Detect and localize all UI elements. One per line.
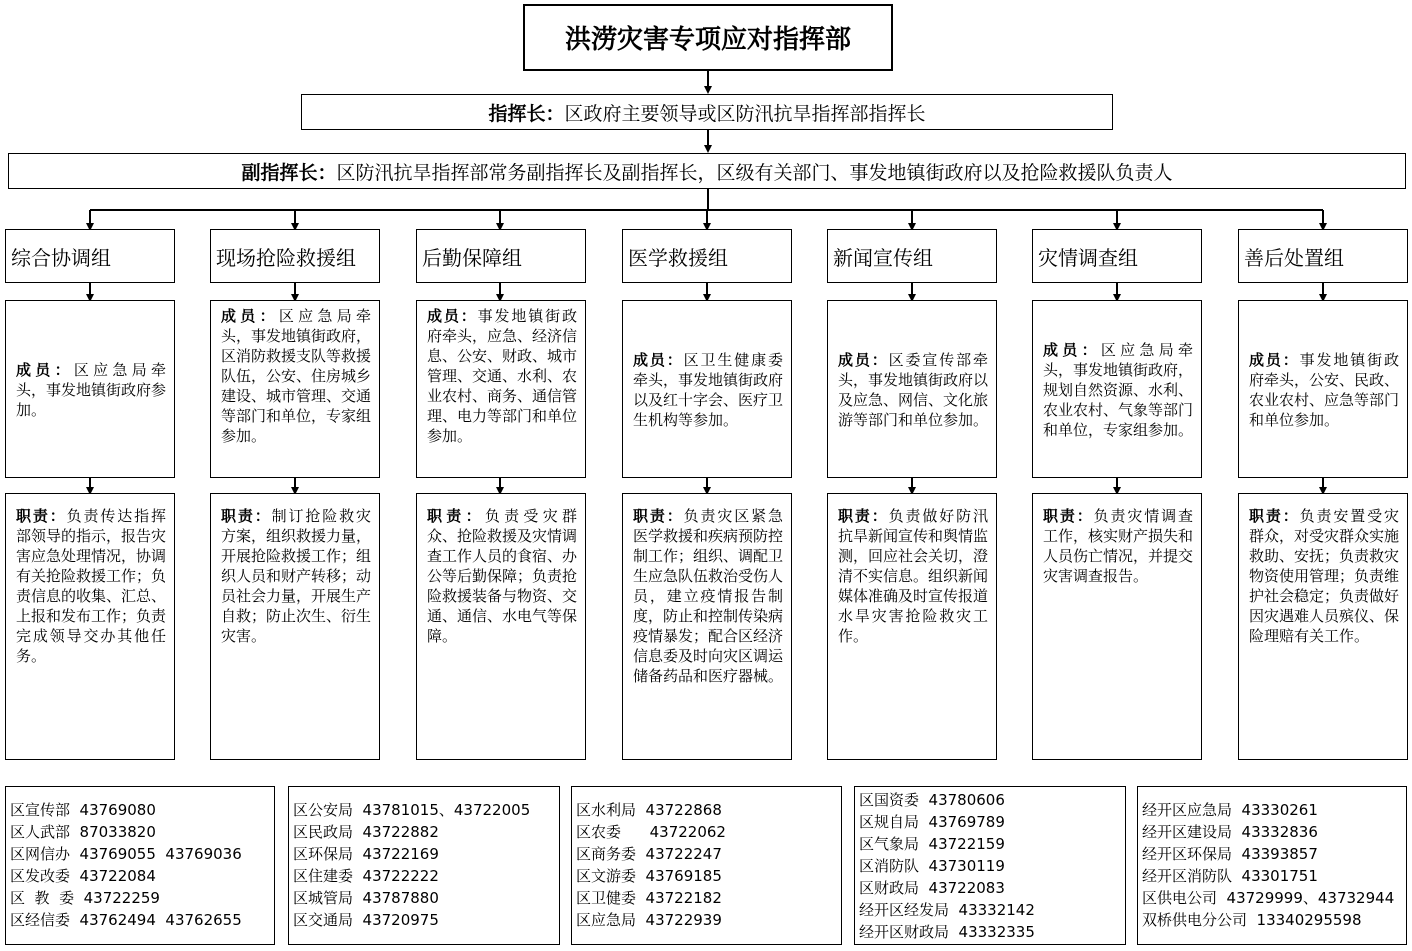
contact-line: 区消防队 43730119 (859, 857, 1005, 875)
contact-line: 区供电公司 43729999、43732944 (1142, 889, 1395, 907)
contact-line: 区水利局 43722868 (576, 801, 722, 819)
members-text: 事发地镇街政府牵头，公安、民政、农业农村、应急等部门和单位参加。 (1249, 350, 1400, 429)
group-name-investigation: 灾情调查组 (1032, 229, 1202, 283)
member-label: 成员： (838, 350, 889, 369)
contact-box-2 (288, 786, 560, 945)
contact-line: 区住建委 43722222 (293, 867, 439, 885)
duties-text: 负责受灾群众、抢险救援及灾情调查工作人员的食宿、办公等后勤保障；负责抢险救援装备与物资、交通、通信、水电气等保障。 (427, 507, 578, 645)
member-label: 成员： (633, 350, 684, 369)
duties-text: 负责安置受灾群众，对受灾群众实施救助、安抚；负责救灾物资使用管理；负责维护社会稳定；负责做好因灾遇难人员殡仪、保险理赔有关工作。 (1249, 507, 1400, 645)
group-name-logistics: 后勤保障组 (416, 229, 586, 283)
contact-line: 区农委 43722062 (576, 823, 726, 841)
contact-line: 区交通局 43720975 (293, 911, 439, 929)
duty-label: 职责： (633, 507, 684, 525)
contact-line: 区气象局 43722159 (859, 835, 1005, 853)
commander-text: 区政府主要领导或区防汛抗旱指挥部指挥长 (564, 102, 926, 125)
group-name-publicity: 新闻宣传组 (827, 229, 997, 283)
contact-line: 经开区建设局 43332836 (1142, 823, 1318, 841)
contact-box-4 (854, 786, 1126, 945)
members-text: 区应急局牵头，事发地镇街政府，规划自然资源、水利、农业农村、气象等部门和单位，专家组参加。 (1043, 340, 1194, 439)
contact-line: 区发改委 43722084 (10, 867, 156, 885)
members-text: 区应急局牵头，事发地镇街政府参加。 (16, 360, 167, 419)
contact-line: 经开区消防队 43301751 (1142, 867, 1318, 885)
duties-box-medical (622, 493, 792, 760)
member-label: 成员： (1043, 340, 1101, 359)
contact-line: 区卫健委 43722182 (576, 889, 722, 907)
group-name-aftermath: 善后处置组 (1238, 229, 1408, 283)
member-label: 成员： (427, 307, 478, 325)
command-title: 洪涝灾害专项应对指挥部 (523, 4, 893, 71)
duties-box-coordination (5, 493, 175, 760)
members-text: 区应急局牵头，事发地镇街政府，区消防救援支队等救援队伍，公安、住房城乡建设、城市管理、交通等部门和单位，专家组参加。 (221, 307, 372, 445)
members-box-investigation (1032, 300, 1202, 478)
duty-label: 职责： (1249, 507, 1300, 525)
contact-line: 区宣传部 43769080 (10, 801, 156, 819)
contact-line: 经开区应急局 43330261 (1142, 801, 1318, 819)
deputy-commander-box (8, 153, 1406, 189)
member-label: 成员： (1249, 350, 1300, 369)
commander-label: 指挥长： (488, 102, 565, 125)
members-box-publicity (827, 300, 997, 478)
members-box-rescue (210, 300, 380, 478)
contact-line: 区商务委 43722247 (576, 845, 722, 863)
group-name-medical: 医学救援组 (622, 229, 792, 283)
duties-box-logistics (416, 493, 586, 760)
contact-line: 区环保局 43722169 (293, 845, 439, 863)
duties-box-publicity (827, 493, 997, 760)
contact-line: 经开区财政局 43332335 (859, 923, 1035, 941)
group-name-coordination: 综合协调组 (5, 229, 175, 283)
contact-line: 区应急局 43722939 (576, 911, 722, 929)
contact-line: 区城管局 43787880 (293, 889, 439, 907)
contact-line: 区网信办 43769055 43769036 (10, 845, 242, 863)
duty-label: 职责： (221, 507, 272, 525)
contact-line: 区国资委 43780606 (859, 791, 1005, 809)
contact-box-1 (5, 786, 275, 945)
members-box-coordination (5, 300, 175, 478)
contact-line: 区民政局 43722882 (293, 823, 439, 841)
contact-line: 区经信委 43762494 43762655 (10, 911, 242, 929)
contact-line: 区 教 委 43722259 (10, 889, 160, 907)
members-box-logistics (416, 300, 586, 478)
contact-line: 区文游委 43769185 (576, 867, 722, 885)
duties-text: 负责灾区紧急医学救援和疾病预防控制工作；组织、调配卫生应急队伍救治受伤人员，建立疫情报告制度，防止和控制传染病疫情暴发；配合区经济信息委及时向灾区调运储备药品和医疗器械。 (633, 507, 784, 685)
contact-line: 区规自局 43769789 (859, 813, 1005, 831)
contact-line: 区人武部 87033820 (10, 823, 156, 841)
members-box-aftermath (1238, 300, 1408, 478)
contact-box-3 (571, 786, 842, 945)
contact-line: 经开区经发局 43332142 (859, 901, 1035, 919)
duties-text: 负责灾情调查工作，核实财产损失和人员伤亡情况，并提交灾害调查报告。 (1043, 507, 1194, 585)
deputy-label: 副指挥长： (241, 161, 337, 184)
contact-line: 经开区环保局 43393857 (1142, 845, 1318, 863)
members-box-medical (622, 300, 792, 478)
duty-label: 职责： (838, 507, 889, 525)
duties-text: 负责做好防汛抗旱新闻宣传和舆情监测，回应社会关切，澄清不实信息。组织新闻媒体准确及时宣传报道水旱灾害抢险救灾工作。 (838, 507, 989, 645)
duty-label: 职责： (427, 507, 485, 525)
member-label: 成员： (16, 360, 74, 379)
member-label: 成员： (221, 307, 279, 325)
group-name-rescue: 现场抢险救援组 (210, 229, 380, 283)
members-text: 区委宣传部牵头，事发地镇街政府以及应急、网信、文化旅游等部门和单位参加。 (838, 350, 989, 429)
deputy-text: 区防汛抗旱指挥部常务副指挥长及副指挥长，区级有关部门、事发地镇街政府以及抢险救援队负责人 (336, 161, 1173, 184)
duties-box-investigation (1032, 493, 1202, 760)
members-text: 区卫生健康委牵头，事发地镇街政府以及红十字会、医疗卫生机构等参加。 (633, 350, 784, 429)
duty-label: 职责： (1043, 507, 1094, 525)
contact-line: 区公安局 43781015、43722005 (293, 801, 531, 819)
duty-label: 职责： (16, 507, 67, 525)
duties-text: 制订抢险救灾方案，组织救援力量，开展抢险救援工作；组织人员和财产转移；动员社会力量，开展生产自救；防止次生、衍生灾害。 (221, 507, 372, 645)
duties-box-rescue (210, 493, 380, 760)
members-text: 事发地镇街政府牵头，应急、经济信息、公安、财政、城市管理、交通、水利、农业农村、商务、通信管理、电力等部门和单位参加。 (427, 307, 578, 445)
commander-box (301, 94, 1113, 130)
contact-box-5 (1137, 786, 1407, 945)
duties-text: 负责传达指挥部领导的指示，报告灾害应急处理情况，协调有关抢险救援工作；负责信息的收集、汇总、上报和发布工作；负责完成领导交办其他任务。 (16, 507, 167, 665)
contact-line: 双桥供电分公司 13340295598 (1142, 911, 1362, 929)
contact-line: 区财政局 43722083 (859, 879, 1005, 897)
duties-box-aftermath (1238, 493, 1408, 760)
